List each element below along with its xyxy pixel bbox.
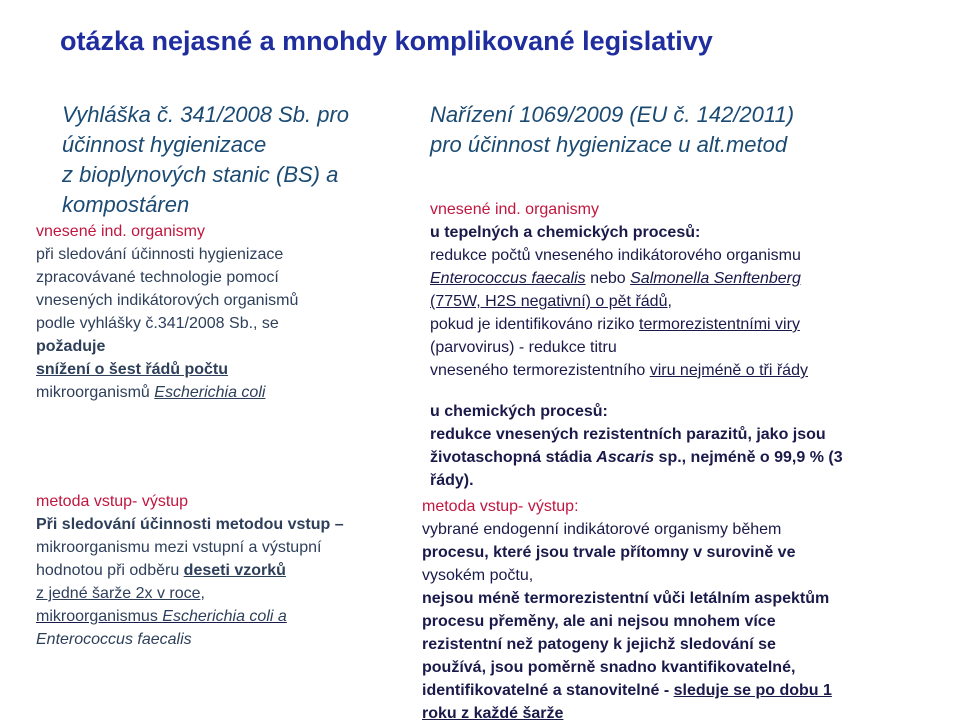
right-text-line: procesu, které jsou trvale přítomny v surovině ve (422, 544, 796, 561)
left-text-line: zpracovávané technologie pomocí (36, 269, 279, 286)
right-text-line: řády). (430, 472, 474, 489)
right-text-line: rezistentní než patogeny k jejichž sledování se (422, 636, 776, 653)
left-heading (62, 100, 349, 220)
left-text-line (36, 381, 298, 404)
right-organism-name: Ascaris (596, 449, 655, 466)
right-text-span: viru nejméně o tři řády (649, 362, 808, 379)
right-text-span: termorezistentními viry (639, 316, 800, 333)
left-requirement: snížení o šest řádů počtu (36, 361, 229, 378)
page-title: otázka nejasné a mnohdy komplikované legislativy (60, 26, 713, 56)
left-heading-line: Vyhláška č. 341/2008 Sb. pro (62, 102, 350, 127)
left-text-line: z jedné šarže 2x v roce, (36, 585, 205, 602)
left-label: vnesené ind. organismy (36, 223, 205, 240)
right-regulation-text (430, 198, 808, 382)
left-heading-line: účinnost hygienizace (62, 132, 267, 157)
right-label: vnesené ind. organismy (430, 201, 599, 218)
left-text-line (36, 312, 298, 335)
right-chemical-text (430, 400, 843, 492)
right-text-line: redukce vnesených rezistentních parazitů, jako jsou (430, 426, 826, 443)
left-method-label: metoda vstup- výstup (36, 493, 189, 510)
left-text-span: deseti vzorků (183, 562, 286, 579)
left-text-line: vnesených indikátorových organismů (36, 292, 299, 309)
left-method-text (36, 490, 344, 651)
right-text-span: životaschopná stádia (430, 449, 597, 466)
left-text-line: požaduje (36, 338, 106, 355)
right-text-line (430, 313, 808, 336)
left-organism-name: Escherichia coli a (162, 608, 287, 625)
right-text-line: používá, jsou poměrně snadno kvantifikovatelné, (422, 659, 796, 676)
right-text-span: pokud je identifikováno riziko (430, 316, 640, 333)
right-text-line (422, 679, 832, 702)
right-text-span: sp., nejméně o 99,9 % (3 (654, 449, 843, 466)
left-organism-name: Escherichia coli (154, 384, 266, 401)
right-heading-line: pro účinnost hygienizace u alt.metod (430, 132, 788, 157)
left-heading-line: z bioplynových stanic (BS) a (62, 162, 339, 187)
right-text-line: redukce počtů vneseného indikátorového organismu (430, 247, 801, 264)
left-text-span: hodnotou při odběru (36, 562, 184, 579)
left-organism-name: Enterococcus faecalis (36, 631, 192, 648)
left-text-line (36, 559, 344, 582)
left-text-span: podle vyhlášky č.341/2008 Sb. (36, 315, 254, 332)
right-method-text (422, 495, 832, 725)
right-organism-name: Enterococcus faecalis (430, 270, 586, 287)
left-text-span: mikroorganismus (36, 608, 163, 625)
right-text-line: procesu přeměny, ale ani nejsou mnohem více (422, 613, 776, 630)
right-heading-line: Nařízení 1069/2009 (EU č. 142/2011) (430, 102, 795, 127)
left-heading-line: kompostáren (62, 192, 190, 217)
left-regulation-text (36, 220, 298, 404)
right-text-span: sleduje se po dobu 1 (673, 682, 832, 699)
right-text-line (430, 446, 843, 469)
left-text-line: mikroorganismu mezi vstupní a výstupní (36, 539, 322, 556)
right-text-line: u chemických procesů: (430, 403, 608, 420)
right-method-label: metoda vstup- výstup: (422, 498, 579, 515)
right-organism-name: Salmonella Senftenberg (630, 270, 801, 287)
left-text-line: Při sledování účinnosti metodou vstup – (36, 516, 344, 533)
right-text-line (430, 359, 808, 382)
left-text-span: , se (253, 315, 279, 332)
right-text-line: u tepelných a chemických procesů: (430, 224, 701, 241)
right-text-line: vysokém počtu, (422, 567, 534, 584)
right-text-line: roku z každé šarže (422, 705, 564, 722)
right-text-line (430, 267, 808, 290)
right-text-span: nebo (585, 270, 631, 287)
right-text-line: (775W, H2S negativní) o pět řádů, (430, 293, 672, 310)
right-text-span: identifikovatelné a stanovitelné - (422, 682, 674, 699)
right-text-line: vybrané endogenní indikátorové organismy během (422, 521, 782, 538)
right-text-line: (parvovirus) - redukce titru (430, 339, 617, 356)
left-text-line: při sledování účinnosti hygienizace (36, 246, 284, 263)
left-text-span: mikroorganismů (36, 384, 155, 401)
right-heading (430, 100, 794, 160)
left-text-line (36, 605, 344, 628)
right-text-line: nejsou méně termorezistentní vůči letálním aspektům (422, 590, 830, 607)
right-text-span: vneseného termorezistentního (430, 362, 650, 379)
